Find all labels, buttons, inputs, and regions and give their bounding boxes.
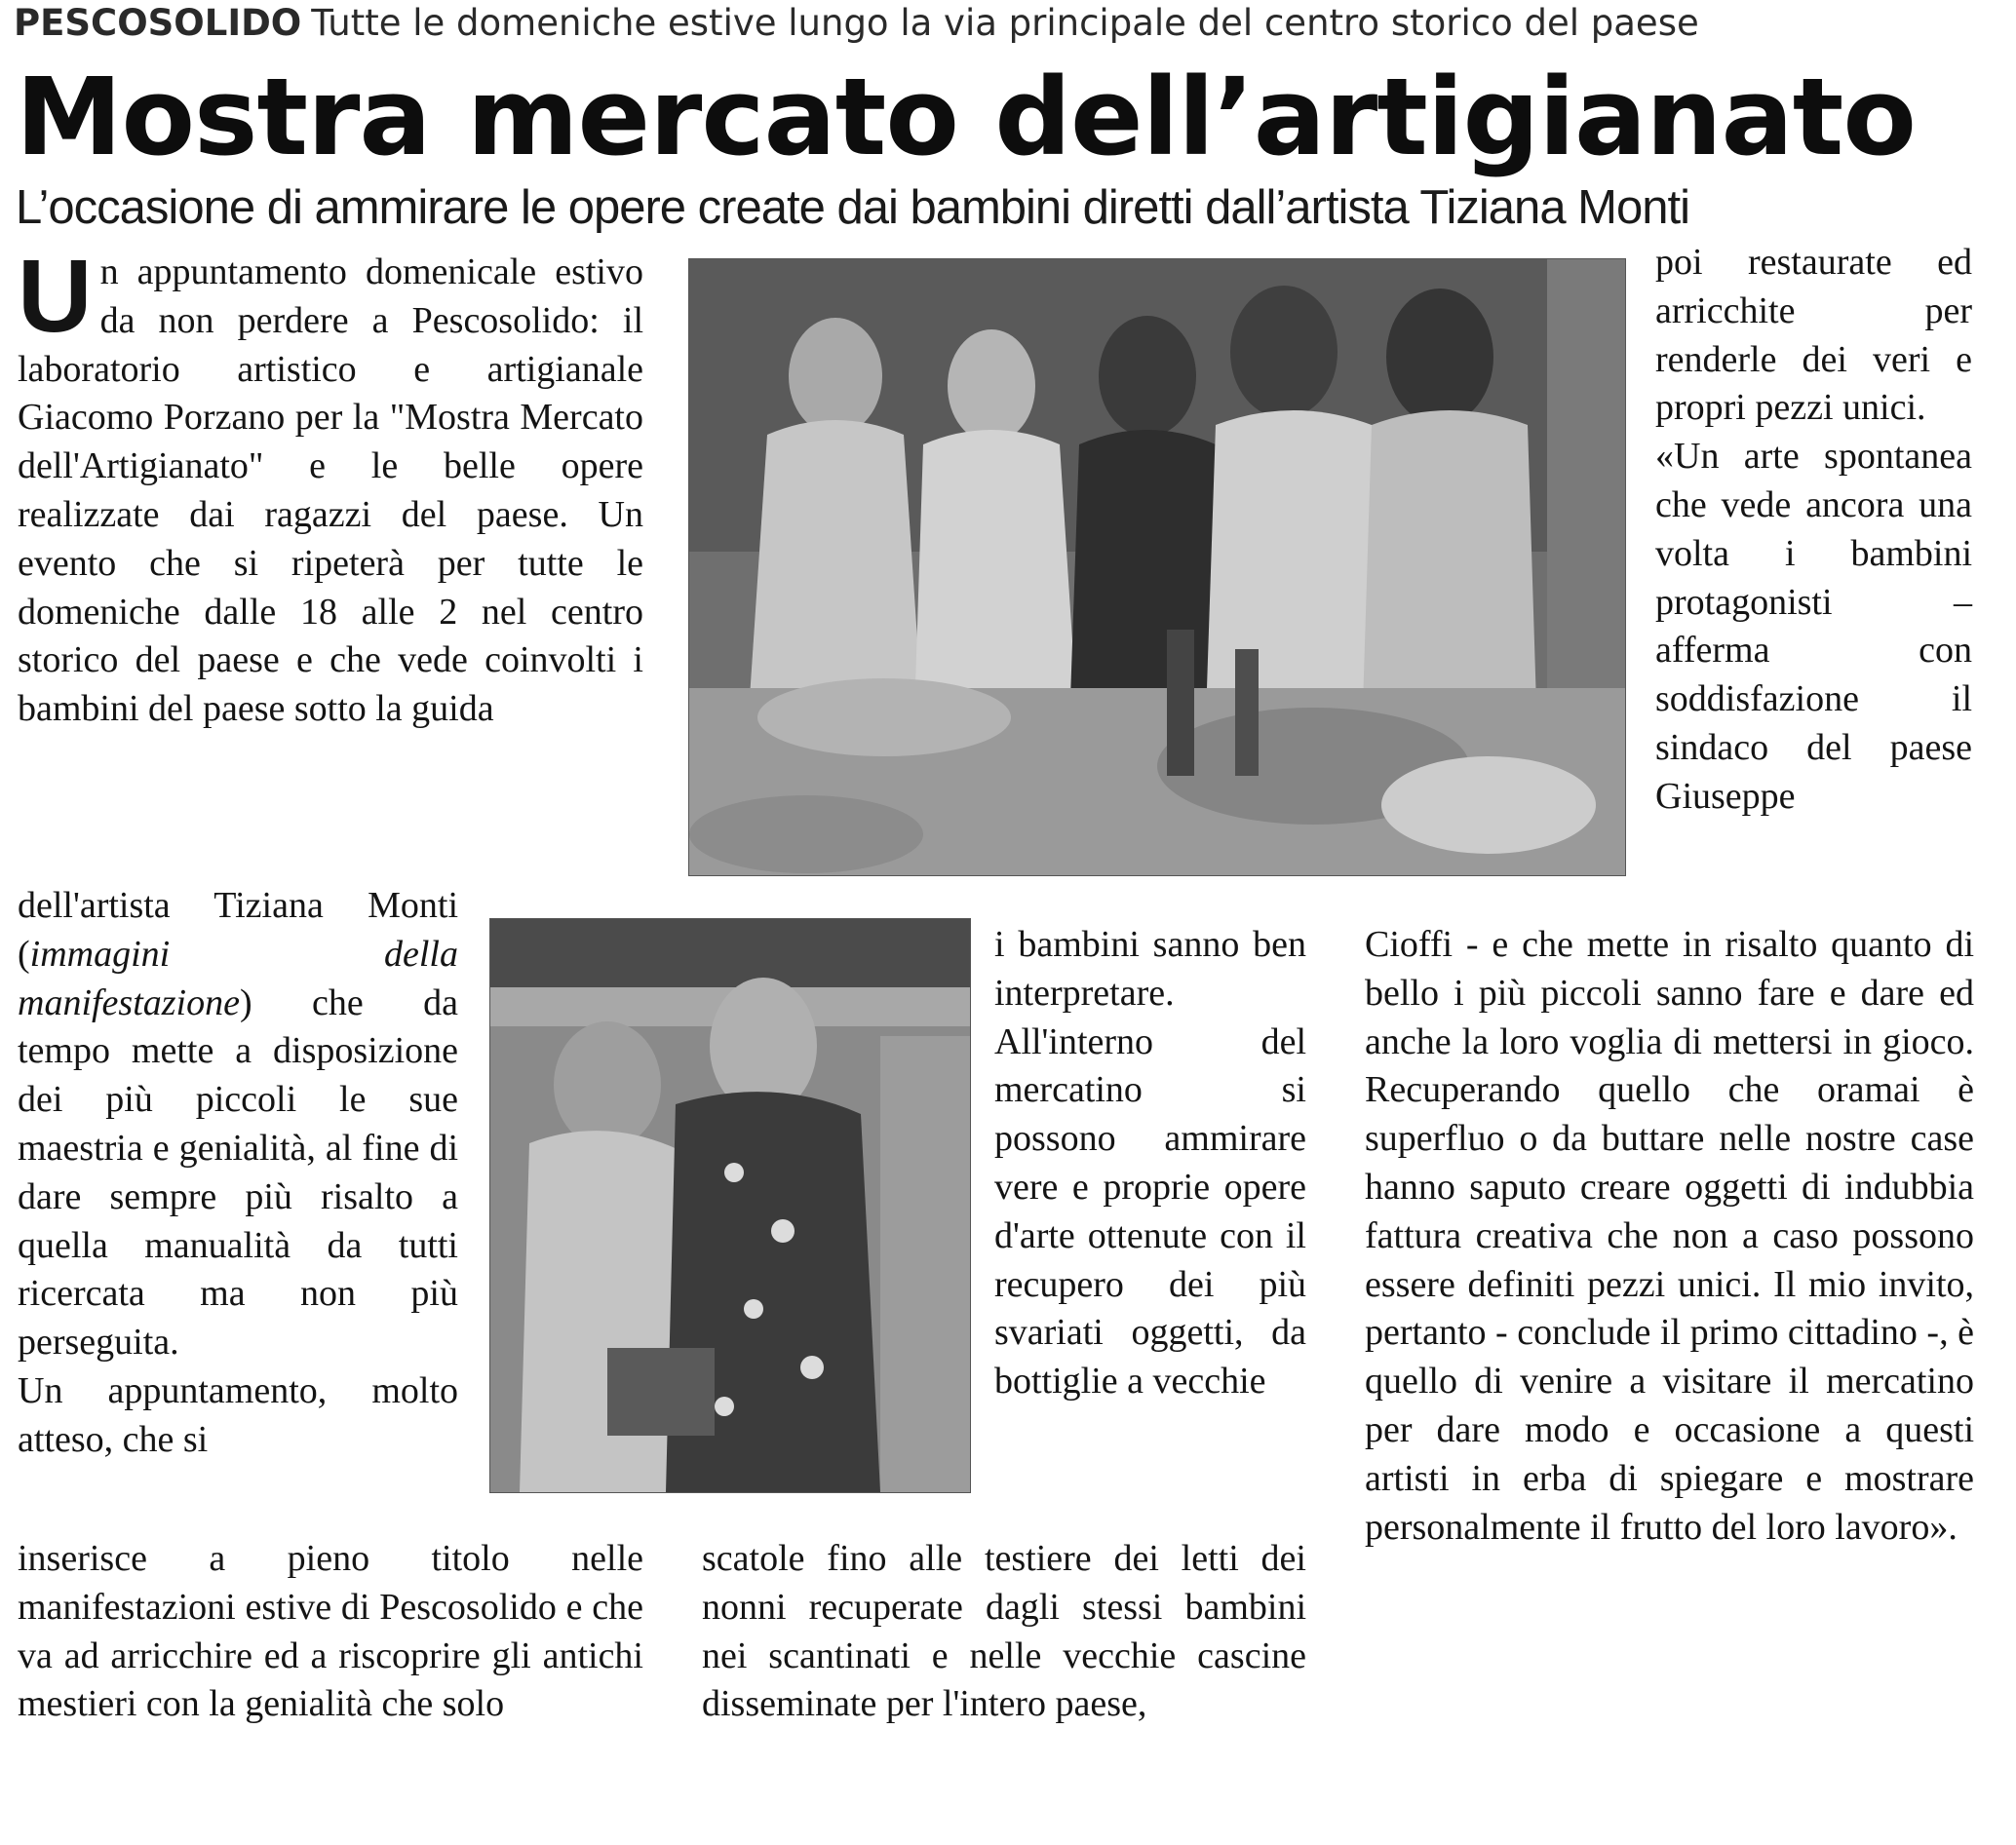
article-column-2-bottom: [702, 1535, 1306, 1827]
dropcap: U: [18, 239, 93, 354]
article-column-3-bottom: [1365, 921, 1974, 1827]
article-paragraph: Un appuntamento, molto atteso, che si: [18, 1369, 458, 1460]
article-paragraph: [18, 239, 643, 734]
article-text: n appuntamento domenicale estivo da non perdere a Pescosolido: il laboratorio artistico e artigianale Giacomo Porzano per la "Mostra Mercato dell'Artigianato" e le belle opere realizzate dai ragazzi del paese. Un evento che si ripeterà per tutte le domeniche dalle 18 alle 2 nel centro storico del paese e che vede coinvolti i bambini del paese sotto la guida: [18, 251, 643, 730]
article-paragraph: poi restaurate ed arricchite per renderle dei veri e propri pezzi unici.: [1655, 242, 1972, 429]
kicker-text: Tutte le domeniche estive lungo la via principale del centro storico del paese: [311, 2, 1699, 44]
article-text: ) che da tempo mette a disposizione dei più piccoli le sue maestria e genialità, al fine di dare sempre più risalto a quella manualità da tutti ricercata ma non più perseguita.: [18, 981, 458, 1364]
article-column-3-top: [1655, 239, 1972, 921]
photo-women-with-basket: [489, 918, 971, 1493]
article-paragraph: «Un arte spontanea che vede ancora una volta i bambini protagonisti – afferma con soddisfazione il sindaco del paese Giuseppe: [1655, 436, 1972, 817]
article-paragraph: i bambini sanno ben interpretare. All'interno del mercatino si possono ammirare vere e proprie opere d'arte ottenute con il recupero dei più svariati oggetti, da bottiglie a vecchie: [994, 924, 1306, 1403]
photo-girls-image: [689, 259, 1625, 875]
article-paragraph: [18, 882, 458, 1367]
photo-caption-note: immagini della manifestazione: [18, 933, 458, 1023]
article-paragraph: scatole fino alle testiere dei letti dei nonni recuperate dagli stessi bambini nei scantinati e nelle vecchie cascine disseminate per l'intero paese,: [702, 1538, 1306, 1725]
article-paragraph: inserisce a pieno titolo nelle manifestazioni estive di Pescosolido e che va ad arricchire ed a riscoprire gli antichi mestieri con la genialità che solo: [18, 1538, 643, 1725]
kicker-place: PESCOSOLIDO: [14, 2, 302, 44]
photo-girls-at-market-stall: [688, 258, 1626, 876]
subtitle: L’occasione di ammirare le opere create dai bambini diretti dall’artista Tiziana Monti: [16, 181, 1689, 234]
headline: Mostra mercato dell’artigianato: [16, 55, 1916, 179]
article-column-1-middle: [18, 882, 458, 1535]
kicker-line: [14, 2, 2002, 44]
article-column-2-top: [994, 921, 1306, 1535]
article-column-1-bottom: [18, 1535, 643, 1827]
article-paragraph: Cioffi - e che mette in risalto quanto di bello i più piccoli sanno fare e dare ed anche la loro voglia di mettersi in gioco. Recuperando quello che oramai è superfluo o da buttare nelle nostre case hanno saputo creare oggetti di indubbia fattura creativa che non a caso possono essere definiti pezzi unici. Il mio invito, pertanto - conclude il primo cittadino -, è quello di venire a visitare il mercatino per dare modo e occasione a questi artisti in erba di spiegare e mostrare personalmente il frutto del loro lavoro».: [1365, 924, 1974, 1548]
photo-women-image: [490, 919, 970, 1492]
article-text: dell'artista Tiziana Monti (: [18, 885, 458, 975]
article-column-1-top: [18, 239, 643, 882]
